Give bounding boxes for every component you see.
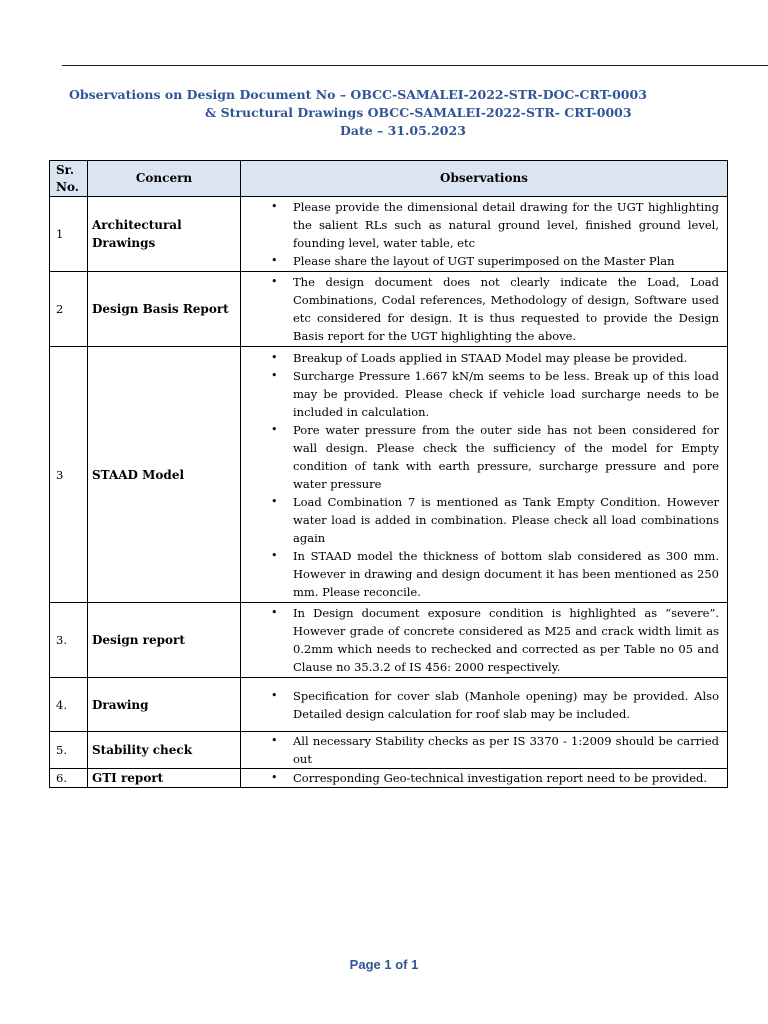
- row-srno: 6.: [50, 769, 88, 788]
- row-srno: 3: [50, 347, 88, 603]
- observation-item: • Surcharge Pressure 1.667 kN/m seems to be less. Break up of this load may be provided. Please check if vehicle load surcharge needs to be included in calculation.: [293, 367, 719, 421]
- row-concern: Drawing: [88, 678, 241, 732]
- table-row: [50, 347, 728, 603]
- page-number: Page 1 of 1: [349, 957, 419, 972]
- observations-table: [49, 160, 728, 788]
- row-concern: STAAD Model: [88, 347, 241, 603]
- row-concern: Stability check: [88, 732, 241, 769]
- row-observations: [241, 347, 728, 603]
- row-observations: [241, 732, 728, 769]
- row-srno: 1: [50, 197, 88, 272]
- observation-item: • In STAAD model the thickness of bottom slab considered as 300 mm. However in drawing and design document it has been mentioned as 250 mm. Please reconcile.: [293, 547, 719, 601]
- observation-item: • Please provide the dimensional detail drawing for the UGT highlighting the salient RLs such as natural ground level, finished ground level, founding level, water table, etc: [293, 198, 719, 252]
- observation-item: • All necessary Stability checks as per IS 3370 - 1:2009 should be carried out: [293, 732, 719, 768]
- table-row: [50, 603, 728, 678]
- header-concern: Concern: [88, 161, 241, 197]
- table-row: [50, 678, 728, 732]
- row-srno: 5.: [50, 732, 88, 769]
- row-concern: Architectural Drawings: [88, 197, 241, 272]
- table-header-row: [50, 161, 728, 197]
- document-date: Date – 31.05.2023: [340, 123, 466, 138]
- table-row: [50, 197, 728, 272]
- row-srno: 3.: [50, 603, 88, 678]
- observation-item: • The design document does not clearly indicate the Load, Load Combinations, Codal references, Methodology of design, Software used etc considered for design. It is thus requested to provide the Design Basis report for the UGT highlighting the above.: [293, 273, 719, 345]
- observation-item: • Corresponding Geo-technical investigation report need to be provided.: [293, 769, 719, 787]
- header-srno: Sr. No.: [50, 161, 88, 197]
- row-observations: [241, 272, 728, 347]
- observation-item: • Breakup of Loads applied in STAAD Model may please be provided.: [293, 349, 719, 367]
- observation-item: • Load Combination 7 is mentioned as Tank Empty Condition. However water load is added in combination. Please check all load combinations again: [293, 493, 719, 547]
- row-concern: GTI report: [88, 769, 241, 788]
- row-observations: [241, 603, 728, 678]
- row-concern: Design Basis Report: [88, 272, 241, 347]
- row-concern: Design report: [88, 603, 241, 678]
- observation-item: • Please share the layout of UGT superimposed on the Master Plan: [293, 252, 719, 270]
- table-row: [50, 769, 728, 788]
- observation-item: • Pore water pressure from the outer side has not been considered for wall design. Please check the sufficiency of the model for Empty condition of tank with earth pressure, surcharge pressure and pore water pressure: [293, 421, 719, 493]
- observation-item: • Specification for cover slab (Manhole opening) may be provided. Also Detailed design calculation for roof slab may be included.: [293, 687, 719, 723]
- row-srno: 4.: [50, 678, 88, 732]
- header-observations: Observations: [241, 161, 728, 197]
- observation-item: • In Design document exposure condition is highlighted as “severe”. However grade of concrete considered as M25 and crack width limit as 0.2mm which needs to rechecked and corrected as per Table no 05 and Clause no 35.3.2 of IS 456: 2000 respectively.: [293, 604, 719, 676]
- top-rule: [62, 65, 768, 66]
- table-row: [50, 732, 728, 769]
- table-row: [50, 272, 728, 347]
- row-observations: [241, 197, 728, 272]
- document-heading-line2: & Structural Drawings OBCC-SAMALEI-2022-STR- CRT-0003: [205, 105, 632, 120]
- row-observations: [241, 678, 728, 732]
- document-heading-line1: Observations on Design Document No – OBCC-SAMALEI-2022-STR-DOC-CRT-0003: [69, 87, 647, 102]
- row-observations: [241, 769, 728, 788]
- row-srno: 2: [50, 272, 88, 347]
